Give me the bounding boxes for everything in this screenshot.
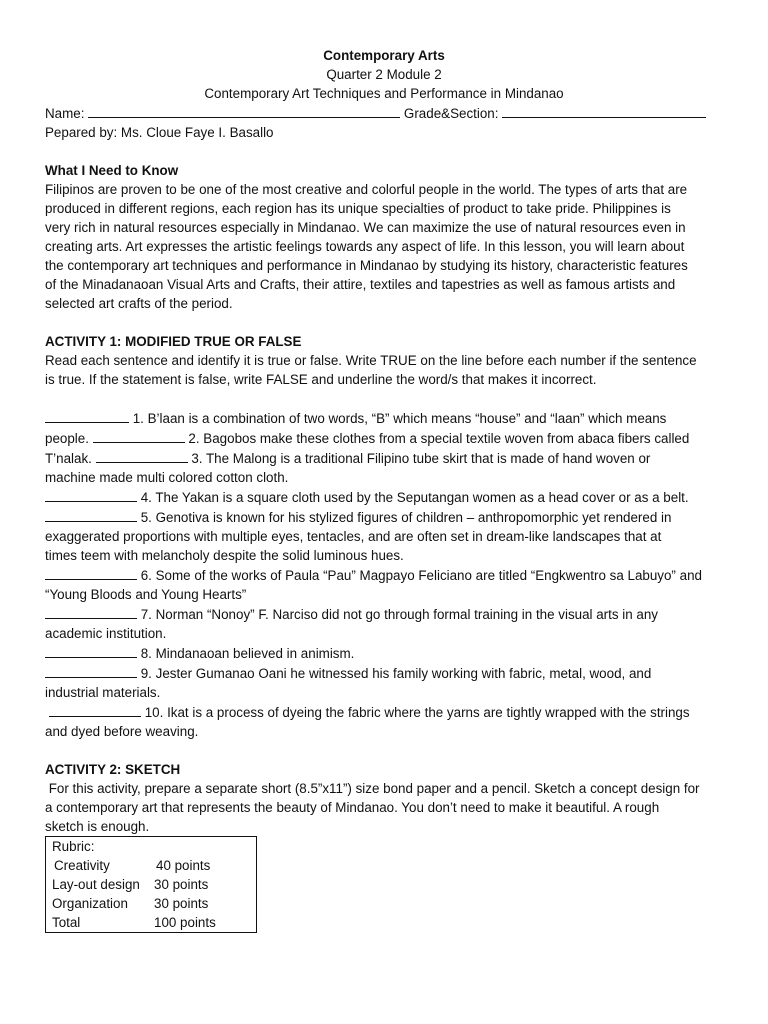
activity2-line: For this activity, prepare a separate short (8.5”x11”) size bond paper and a pencil. Sketch a concept design for bbox=[45, 781, 700, 796]
question-text: 6. Some of the works of Paula “Pau” Magpayo Feliciano are titled “Engkwentro sa Labuyo” and bbox=[140, 568, 702, 583]
rubric-criterion: Lay-out design bbox=[52, 877, 140, 892]
rubric-points: 100 points bbox=[154, 915, 216, 930]
activity2-heading: ACTIVITY 2: SKETCH bbox=[45, 762, 181, 777]
question-line bbox=[45, 702, 725, 722]
activity2-line: a contemporary art that represents the beauty of Mindanao. You don’t need to make it beautiful. A rough bbox=[45, 800, 660, 815]
grade-section-field[interactable] bbox=[502, 103, 706, 118]
question-text: 9. Jester Gumanao Oani he witnessed his family working with fabric, metal, wood, and bbox=[140, 666, 652, 681]
answer-blank[interactable] bbox=[45, 663, 137, 678]
question-text: 4. The Yakan is a square cloth used by the Seputangan women as a head cover or as a belt. bbox=[140, 490, 689, 505]
rubric-row bbox=[52, 894, 256, 913]
page-subtitle: Contemporary Art Techniques and Performance in Mindanao bbox=[204, 86, 564, 101]
question-line bbox=[45, 565, 725, 585]
question-text: 8. Mindanaoan believed in animism. bbox=[140, 646, 355, 661]
rubric-row bbox=[52, 875, 256, 894]
activity1-instruction: is true. If the statement is false, write FALSE and underline the word/s that makes it incorrect. bbox=[45, 372, 597, 387]
question-line bbox=[45, 663, 725, 683]
answer-blank[interactable] bbox=[93, 428, 185, 443]
rubric-row bbox=[52, 913, 256, 932]
intro-heading: What I Need to Know bbox=[45, 163, 179, 178]
question-line bbox=[45, 507, 725, 527]
answer-blank[interactable] bbox=[45, 604, 137, 619]
rubric-points: 30 points bbox=[154, 877, 209, 892]
answer-blank[interactable] bbox=[96, 448, 188, 463]
name-grade-row bbox=[45, 103, 768, 123]
intro-line: produced in different regions, each region has its unique specialties of product to take pride. Philippines is bbox=[45, 201, 671, 216]
question-line bbox=[45, 487, 725, 507]
answer-blank[interactable] bbox=[45, 565, 137, 580]
answer-blank[interactable] bbox=[45, 507, 137, 522]
rubric-points: 30 points bbox=[154, 896, 209, 911]
question-text: 10. Ikat is a process of dyeing the fabric where the yarns are tightly wrapped with the strings bbox=[144, 705, 690, 720]
question-line bbox=[45, 604, 725, 624]
rubric-criterion: Creativity bbox=[54, 858, 110, 873]
question-line: machine made multi colored cotton cloth. bbox=[45, 470, 289, 485]
activity2-line: sketch is enough. bbox=[45, 819, 150, 834]
question-line: “Young Bloods and Young Hearts” bbox=[45, 587, 247, 602]
question-text: 7. Norman “Nonoy” F. Narciso did not go through formal training in the visual arts in any bbox=[140, 607, 659, 622]
page-title: Contemporary Arts bbox=[323, 48, 445, 63]
rubric-criterion: Organization bbox=[52, 896, 128, 911]
name-label: Name: bbox=[45, 106, 85, 121]
question-line: and dyed before weaving. bbox=[45, 724, 199, 739]
question-text: 2. Bagobos make these clothes from a special textile woven from abaca fibers called bbox=[188, 431, 690, 446]
prepared-by: Pepared by: Ms. Cloue Faye I. Basallo bbox=[45, 125, 274, 140]
question-line: exaggerated proportions with multiple eyes, tentacles, and are often set in dream-like landscapes that at bbox=[45, 529, 662, 544]
intro-line: the contemporary art techniques and performance in Mindanao by studying its history, characteristic features bbox=[45, 258, 688, 273]
rubric-table bbox=[45, 836, 257, 933]
answer-blank[interactable] bbox=[45, 487, 137, 502]
grade-section-label: Grade&Section: bbox=[403, 106, 499, 121]
question-line bbox=[45, 643, 725, 663]
intro-line: selected art crafts of the period. bbox=[45, 296, 233, 311]
question-text: people. bbox=[45, 431, 89, 446]
answer-blank[interactable] bbox=[49, 702, 141, 717]
name-field[interactable] bbox=[88, 103, 400, 118]
activity1-heading: ACTIVITY 1: MODIFIED TRUE OR FALSE bbox=[45, 334, 302, 349]
intro-line: Filipinos are proven to be one of the most creative and colorful people in the world. The types of arts that are bbox=[45, 182, 688, 197]
intro-line: creating arts. Art expresses the artistic feelings towards any aspect of life. In this lesson, you will learn about bbox=[45, 239, 685, 254]
question-text: 1. B’laan is a combination of two words, “B” which means “house” and “laan” which means bbox=[132, 411, 667, 426]
question-line bbox=[45, 428, 725, 448]
question-text: T’nalak. bbox=[45, 451, 92, 466]
rubric-points: 40 points bbox=[156, 858, 211, 873]
question-line: academic institution. bbox=[45, 626, 167, 641]
question-line: industrial materials. bbox=[45, 685, 161, 700]
question-text: 3. The Malong is a traditional Filipino tube skirt that is made of hand woven or bbox=[191, 451, 651, 466]
question-line bbox=[45, 408, 725, 428]
intro-line: of the Minadanaoan Visual Arts and Crafts, their attire, textiles and tapestries as well as famous artists and bbox=[45, 277, 676, 292]
rubric-row bbox=[52, 856, 256, 875]
question-line bbox=[45, 448, 725, 468]
rubric-criterion: Total bbox=[52, 915, 81, 930]
answer-blank[interactable] bbox=[45, 408, 129, 423]
rubric-label: Rubric: bbox=[52, 839, 95, 854]
question-line: times teem with melancholy despite the solid luminous hues. bbox=[45, 548, 404, 563]
question-text: 5. Genotiva is known for his stylized figures of children – anthropomorphic yet rendered in bbox=[140, 510, 672, 525]
intro-line: very rich in natural resources especially in Mindanao. We can maximize the use of natural resources even in bbox=[45, 220, 686, 235]
answer-blank[interactable] bbox=[45, 643, 137, 658]
module-label: Quarter 2 Module 2 bbox=[326, 67, 442, 82]
activity1-instruction: Read each sentence and identify it is true or false. Write TRUE on the line before each number if the sentence bbox=[45, 353, 697, 368]
